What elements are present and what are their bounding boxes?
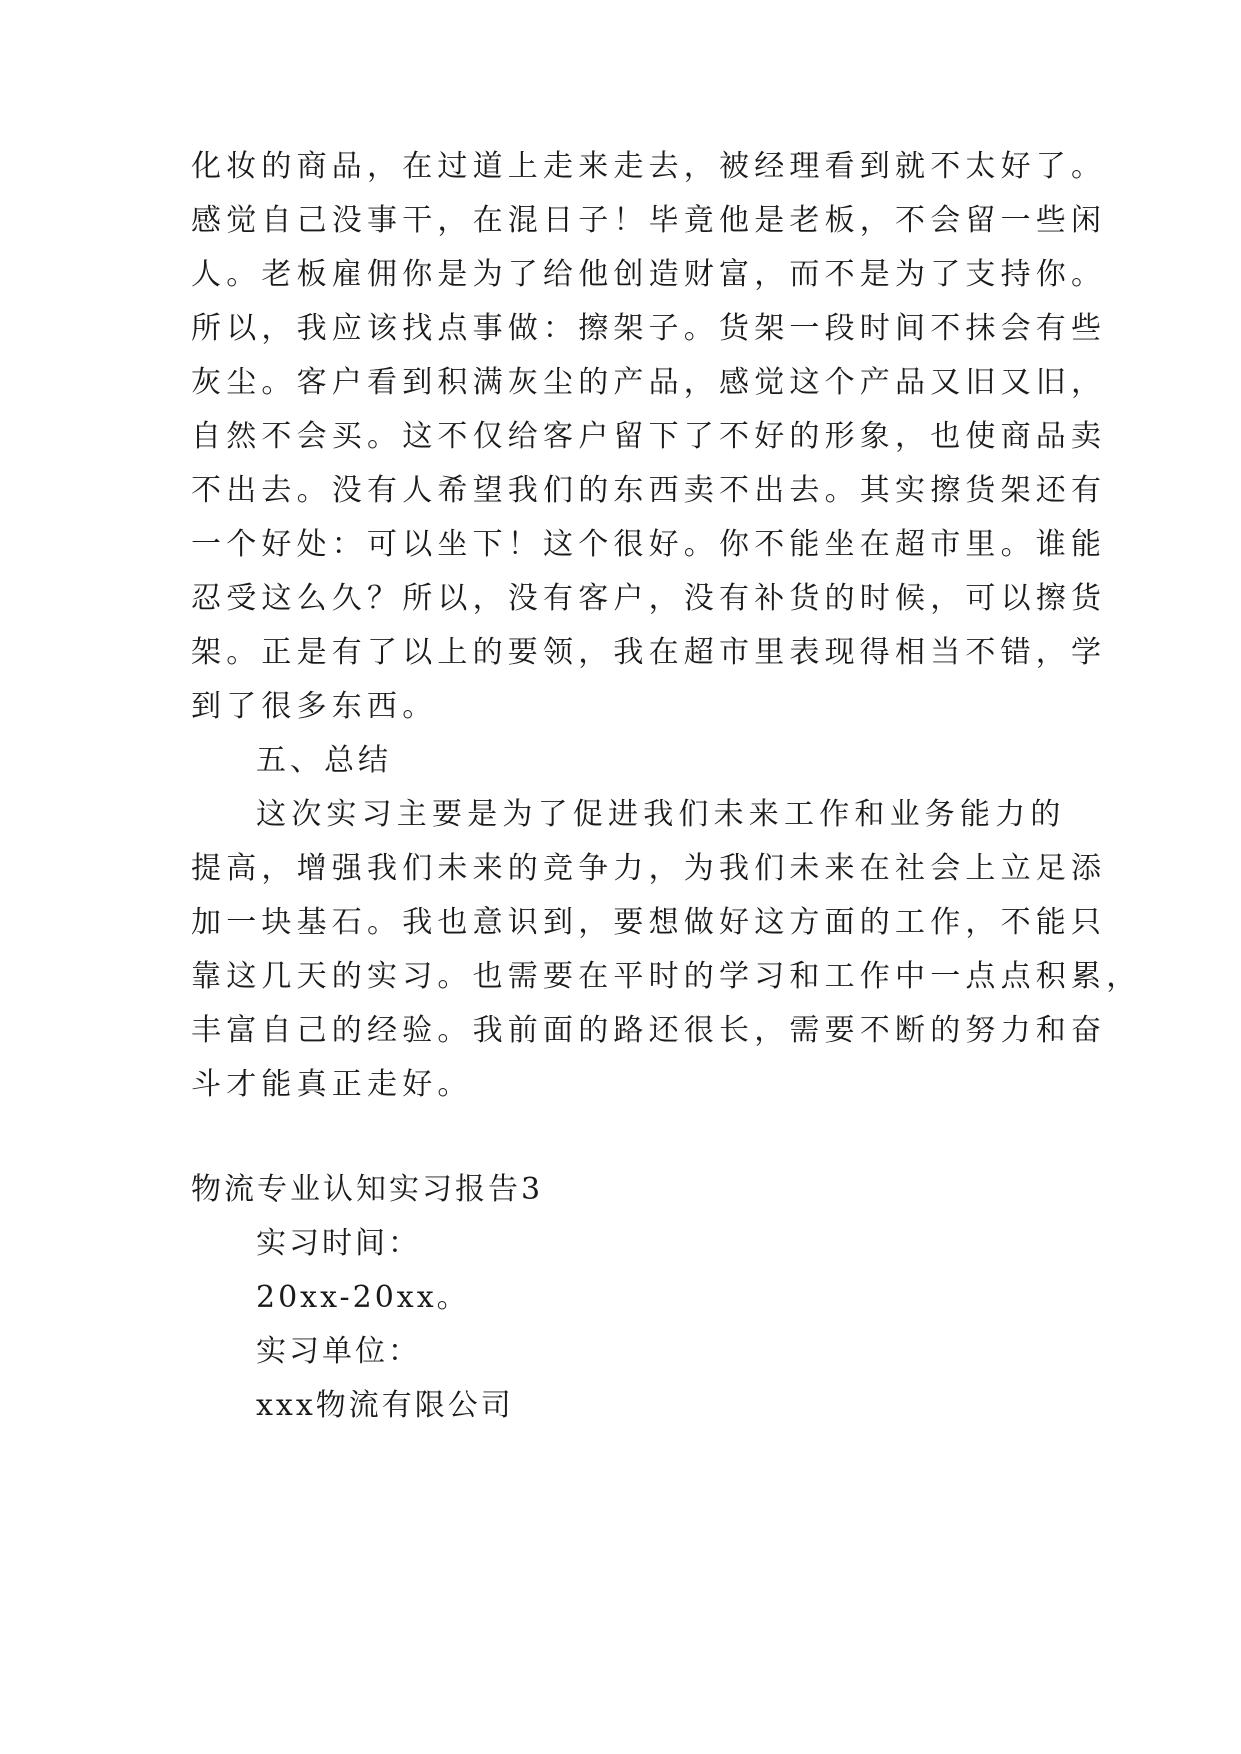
body-text-line: 架。正是有了以上的要领，我在超市里表现得相当不错，学: [191, 635, 1107, 670]
body-text-line: 斗才能真正走好。: [191, 1067, 473, 1102]
body-text-line: 丰富自己的经验。我前面的路还很长，需要不断的努力和奋: [191, 1013, 1107, 1048]
body-text-line: 忍受这么久？所以，没有客户，没有补货的时候，可以擦货: [191, 581, 1107, 616]
section-heading: 五、总结: [256, 743, 392, 778]
body-text-line: 提高，增强我们未来的竞争力，为我们未来在社会上立足添: [191, 851, 1107, 886]
body-text-line: 到了很多东西。: [191, 689, 438, 724]
body-text-line: 靠这几天的实习。也需要在平时的学习和工作中一点点积累，: [191, 959, 1142, 994]
body-text-line: 加一块基石。我也意识到，要想做好这方面的工作，不能只: [191, 905, 1107, 940]
internship-unit-value: xxx物流有限公司: [256, 1388, 514, 1423]
body-text-line: 不出去。没有人希望我们的东西卖不出去。其实擦货架还有: [191, 473, 1107, 508]
body-text-line: 化妆的商品，在过道上走来走去，被经理看到就不太好了。: [191, 149, 1107, 184]
body-text-line: 灰尘。客户看到积满灰尘的产品，感觉这个产品又旧又旧，: [191, 365, 1107, 400]
body-text-line: 这次实习主要是为了促进我们未来工作和业务能力的: [256, 797, 1066, 832]
report-title: 物流专业认知实习报告3: [191, 1172, 544, 1207]
body-text-line: 感觉自己没事干，在混日子！毕竟他是老板，不会留一些闲: [191, 203, 1107, 238]
body-text-line: 自然不会买。这不仅给客户留下了不好的形象，也使商品卖: [191, 419, 1107, 454]
internship-time-label: 实习时间：: [256, 1226, 421, 1261]
internship-time-value: 20xx-20xx。: [256, 1280, 470, 1315]
body-text-line: 所以，我应该找点事做：擦架子。货架一段时间不抹会有些: [191, 311, 1107, 346]
internship-unit-label: 实习单位：: [256, 1334, 421, 1369]
body-text-line: 人。老板雇佣你是为了给他创造财富，而不是为了支持你。: [191, 257, 1107, 292]
body-text-line: 一个好处：可以坐下！这个很好。你不能坐在超市里。谁能: [191, 527, 1107, 562]
